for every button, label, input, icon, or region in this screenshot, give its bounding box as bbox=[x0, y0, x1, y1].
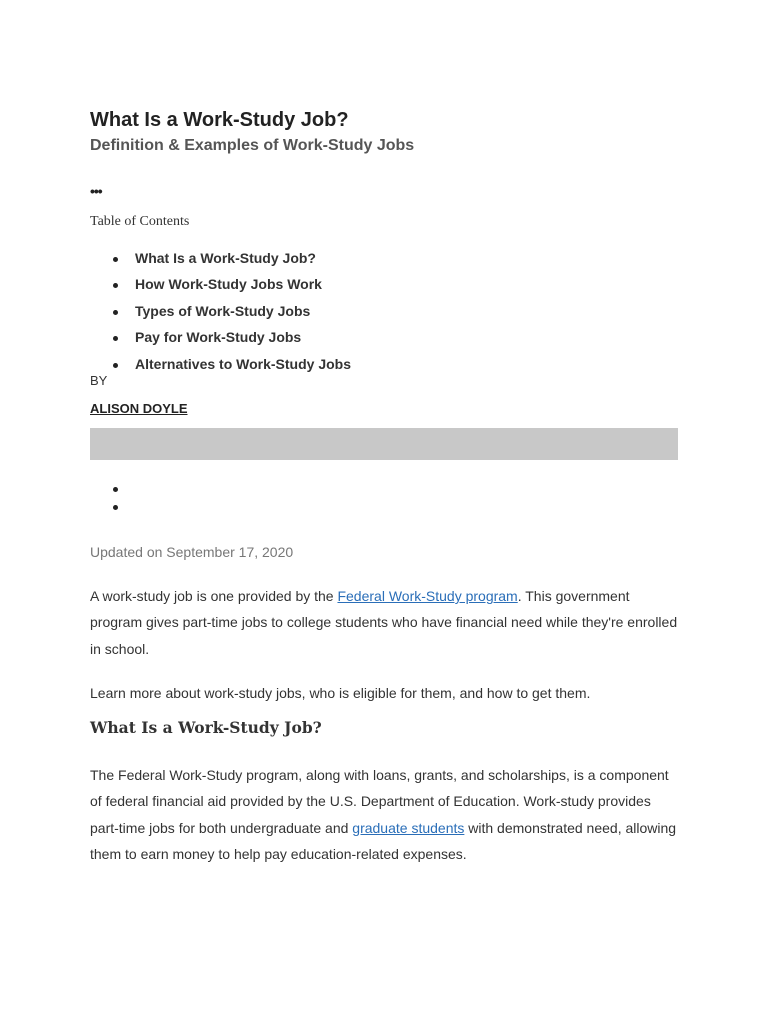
definition-text-after: with demonstrated need, allowing them to earn money to help pay education-related expenses. bbox=[90, 819, 677, 863]
intro-paragraph bbox=[90, 583, 682, 662]
article-subtitle: Definition & Examples of Work-Study Jobs bbox=[90, 137, 415, 154]
updated-date: Updated on September 17, 2020 bbox=[90, 544, 294, 560]
definition-paragraph bbox=[90, 762, 682, 868]
empty-bullet bbox=[113, 487, 118, 492]
toc-item[interactable]: How Work-Study Jobs Work bbox=[135, 274, 351, 300]
placeholder-bar bbox=[90, 428, 678, 460]
federal-work-study-link[interactable]: Federal Work-Study program bbox=[337, 588, 518, 604]
intro-text-before: A work-study job is one provided by the bbox=[90, 588, 338, 604]
toc-item[interactable]: Alternatives to Work-Study Jobs bbox=[135, 354, 351, 380]
article-title: What Is a Work-Study Job? bbox=[90, 109, 349, 131]
toc-heading[interactable]: Table of Contents bbox=[90, 214, 190, 229]
empty-bullet bbox=[113, 505, 118, 510]
intro-text-after: . This government program gives part-time jobs to college students who have financial need while they're enrolled in school. bbox=[90, 588, 678, 657]
author-link[interactable]: ALISON DOYLE bbox=[90, 401, 188, 416]
graduate-students-link[interactable]: graduate students bbox=[352, 819, 465, 836]
byline-label: BY bbox=[90, 373, 108, 388]
toc-list bbox=[90, 248, 351, 380]
toc-item[interactable]: Types of Work-Study Jobs bbox=[135, 301, 351, 327]
toc-item[interactable]: What Is a Work-Study Job? bbox=[135, 248, 351, 274]
toc-item[interactable]: Pay for Work-Study Jobs bbox=[135, 327, 351, 353]
learn-more-paragraph: Learn more about work-study jobs, who is eligible for them, and how to get them. bbox=[90, 685, 591, 701]
section-heading: What Is a Work-Study Job? bbox=[90, 718, 322, 737]
more-options-icon[interactable]: ••• bbox=[90, 183, 102, 199]
definition-text-before: The Federal Work-Study program, along with loans, grants, and scholarships, is a component of federal financial aid provided by the U.S. Department of Education. Work-study provides part-time jobs for both undergraduate and bbox=[90, 767, 669, 836]
